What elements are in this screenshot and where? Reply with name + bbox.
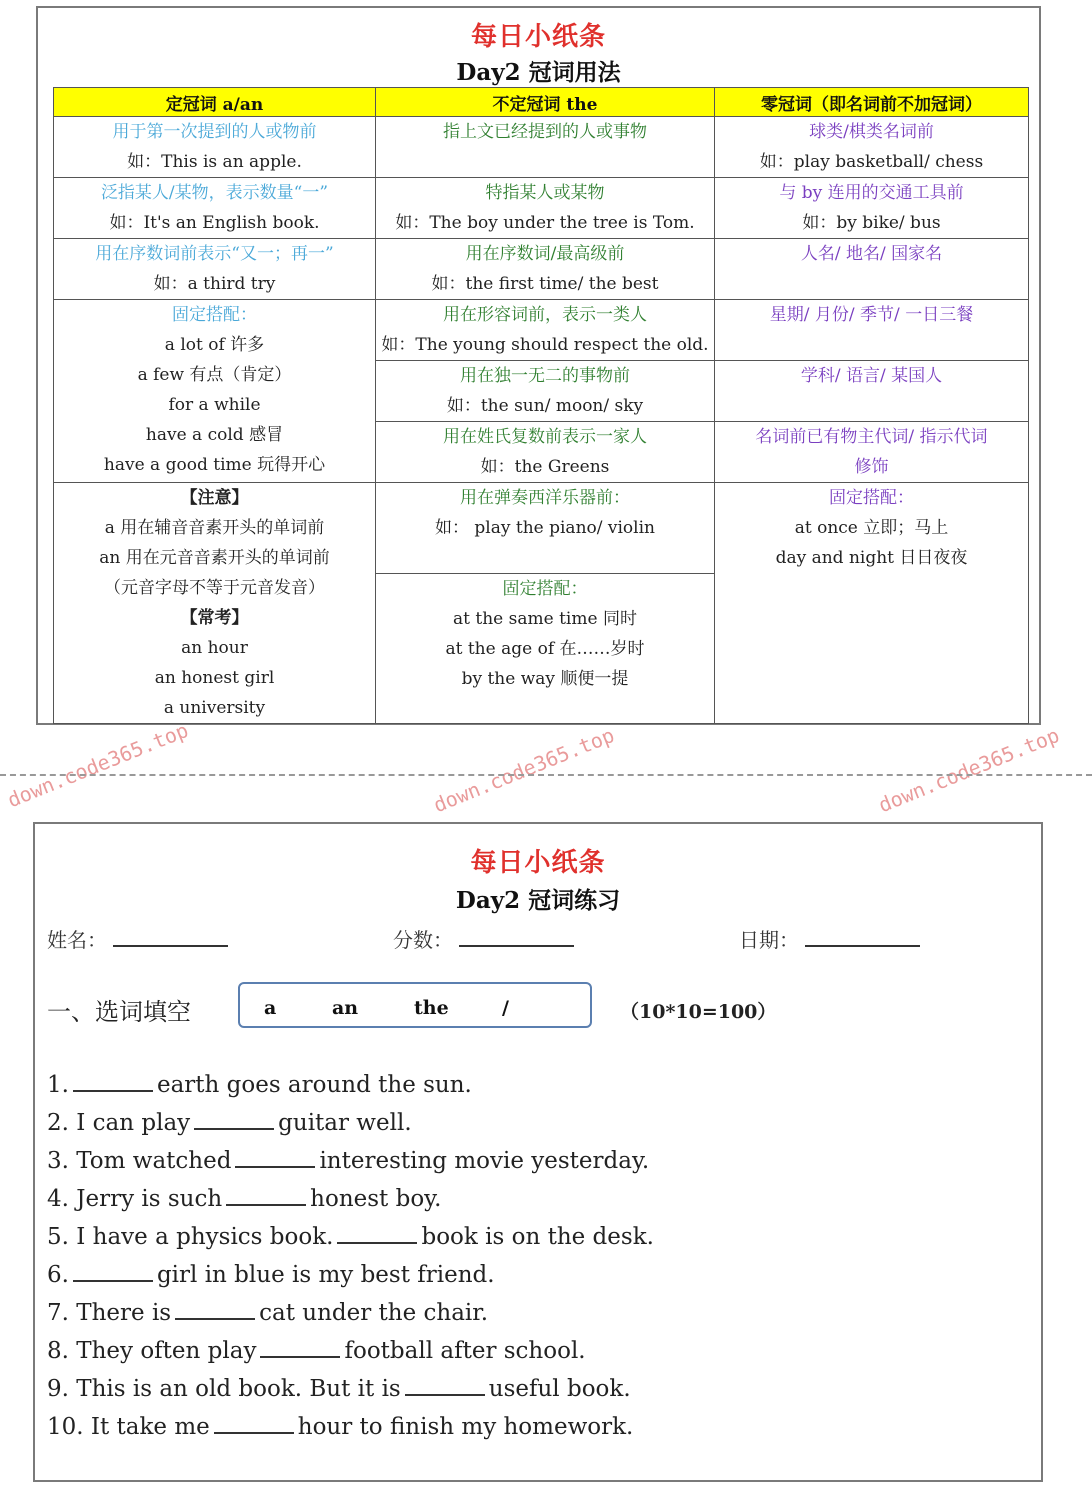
question-1: 1. earth goes around the sun. xyxy=(47,1072,472,1098)
card1-title: 每日小纸条 xyxy=(470,22,606,52)
watermark-3: down.code365.top xyxy=(875,722,1063,818)
word-an: an xyxy=(332,997,359,1019)
cell-col2-r4a: 用在形容词前，表示一类人 如：The young should respect the old. xyxy=(376,300,715,361)
article-practice-card xyxy=(33,822,1043,1482)
answer-blank-2[interactable] xyxy=(194,1110,274,1130)
answer-blank-9[interactable] xyxy=(405,1376,485,1396)
article-usage-card xyxy=(36,6,1041,725)
cell-col3-r4b: 学科/ 语言/ 某国人 xyxy=(715,361,1029,422)
question-10: 10. It take me hour to finish my homework. xyxy=(47,1414,634,1440)
cell-col3-r5: 固定搭配： at once 立即；马上 day and night 日日夜夜 xyxy=(715,483,1029,724)
article-usage-table xyxy=(53,87,1029,724)
cell-col2-r4c: 用在姓氏复数前表示一家人 如：the Greens xyxy=(376,422,715,483)
question-9: 9. This is an old book. But it is useful book. xyxy=(47,1376,631,1402)
cell-col2-r5b: 固定搭配： at the same time 同时 at the age of 在……岁时 by the way 顺便一提 xyxy=(376,574,715,724)
question-8: 8. They often play football after school. xyxy=(47,1338,586,1364)
question-5: 5. I have a physics book. book is on the desk. xyxy=(47,1224,654,1250)
word-the: the xyxy=(414,997,449,1019)
answer-blank-6[interactable] xyxy=(73,1262,153,1282)
cell-col1-r2: 泛指某人/某物，表示数量“一” 如：It's an English book. xyxy=(54,178,376,239)
cell-col3-r2: 与 by 连用的交通工具前 如：by bike/ bus xyxy=(715,178,1029,239)
watermark-2: down.code365.top xyxy=(430,722,618,818)
card2-title: 每日小纸条 xyxy=(470,848,606,878)
cell-col2-r4b: 用在独一无二的事物前 如：the sun/ moon/ sky xyxy=(376,361,715,422)
watermark-1: down.code365.top xyxy=(4,717,192,813)
answer-blank-8[interactable] xyxy=(260,1338,340,1358)
question-3: 3. Tom watched interesting movie yesterday. xyxy=(47,1148,650,1174)
question-7: 7. There is cat under the chair. xyxy=(47,1300,489,1326)
score-field: 分数： xyxy=(393,924,574,953)
score-note: （10*10=100） xyxy=(620,1001,777,1023)
answer-blank-7[interactable] xyxy=(175,1300,255,1320)
cell-col3-r3: 人名/ 地名/ 国家名 xyxy=(715,239,1029,300)
cell-col1-r4: 固定搭配： a lot of 许多 a few 有点（肯定） for a while have a cold 感冒 have a good time 玩得开心 xyxy=(54,300,376,483)
header-indefinite: 不定冠词 the xyxy=(376,88,715,117)
cell-col2-r2: 特指某人或某物 如：The boy under the tree is Tom. xyxy=(376,178,715,239)
word-zero: / xyxy=(502,997,509,1019)
answer-blank-4[interactable] xyxy=(226,1186,306,1206)
cell-col3-r4c: 名词前已有物主代词/ 指示代词 修饰 xyxy=(715,422,1029,483)
score-blank[interactable] xyxy=(459,927,574,947)
cell-col1-r5: 【注意】 a 用在辅音音素开头的单词前 an 用在元音音素开头的单词前 （元音字母不等于元音发音） 【常考】 an hour an honest girl a university xyxy=(54,483,376,724)
card1-subtitle: Day2 冠词用法 xyxy=(456,59,621,86)
cell-col1-r3: 用在序数词前表示“又一；再一” 如：a third try xyxy=(54,239,376,300)
header-definite: 定冠词 a/an xyxy=(54,88,376,117)
answer-blank-5[interactable] xyxy=(337,1224,417,1244)
card2-subtitle: Day2 冠词练习 xyxy=(455,887,621,914)
cell-col3-r1: 球类/棋类名词前 如：play basketball/ chess xyxy=(715,117,1029,178)
name-field: 姓名： xyxy=(47,924,228,953)
cell-col3-r4a: 星期/ 月份/ 季节/ 一日三餐 xyxy=(715,300,1029,361)
name-blank[interactable] xyxy=(113,927,228,947)
question-2: 2. I can play guitar well. xyxy=(47,1110,412,1136)
answer-blank-3[interactable] xyxy=(235,1148,315,1168)
cell-col2-r5a: 用在弹奏西洋乐器前： 如： play the piano/ violin xyxy=(376,483,715,574)
header-zero-article: 零冠词（即名词前不加冠词） xyxy=(715,88,1029,117)
question-6: 6. girl in blue is my best friend. xyxy=(47,1262,495,1288)
section-title: 一、选词填空 xyxy=(47,998,191,1026)
word-bank-box xyxy=(238,982,592,1028)
answer-blank-10[interactable] xyxy=(214,1414,294,1434)
date-field: 日期： xyxy=(739,924,920,953)
cell-col2-r1: 指上文已经提到的人或事物 xyxy=(376,117,715,178)
cell-col1-r1: 用于第一次提到的人或物前 如：This is an apple. xyxy=(54,117,376,178)
date-blank[interactable] xyxy=(805,927,920,947)
question-4: 4. Jerry is such honest boy. xyxy=(47,1186,442,1212)
word-a: a xyxy=(264,997,277,1019)
cut-line-divider xyxy=(0,774,1092,776)
cell-col2-r3: 用在序数词/最高级前 如：the first time/ the best xyxy=(376,239,715,300)
answer-blank-1[interactable] xyxy=(73,1072,153,1092)
